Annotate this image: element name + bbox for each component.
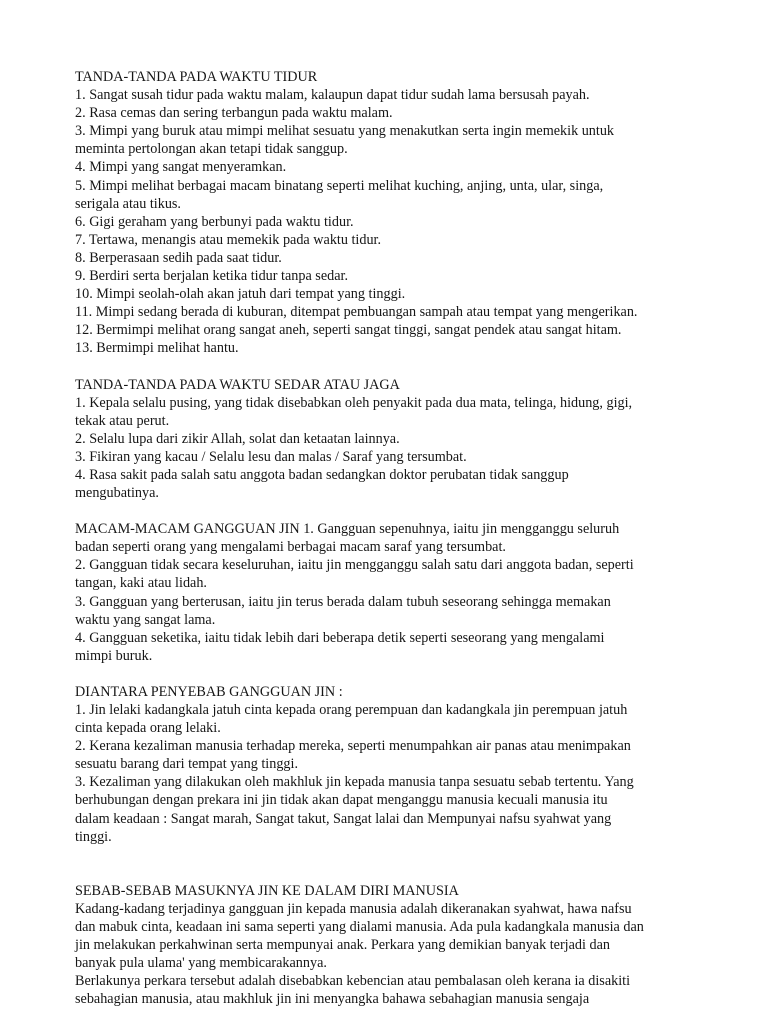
text-line: 6. Gigi geraham yang berbunyi pada waktu tidur.: [75, 213, 354, 230]
text-line: 2. Gangguan tidak secara keseluruhan, iaitu jin mengganggu salah satu dari anggota badan, seperti: [75, 557, 634, 574]
text-line: 1. Jin lelaki kadangkala jatuh cinta kepada orang perempuan dan kadangkala jin perempuan jatuh: [75, 702, 628, 718]
text-line: waktu yang sangat lama.: [75, 611, 216, 628]
section-heading: DIANTARA PENYEBAB GANGGUAN JIN :: [75, 683, 343, 700]
document-body: [75, 68, 715, 1008]
text-line: 2. Rasa cemas dan sering terbangun pada waktu malam.: [75, 105, 393, 122]
text-line: 10. Mimpi seolah-olah akan jatuh dari tempat yang tinggi.: [75, 286, 406, 303]
section-spacer: [75, 665, 715, 683]
text-line: cinta kepada orang lelaki.: [75, 720, 221, 737]
text-line: 5. Mimpi melihat berbagai macam binatang seperti melihat kuching, anjing, unta, ular, singa,: [75, 177, 604, 194]
text-line: badan seperti orang yang mengalami berbagai macam saraf yang tersumbat.: [75, 539, 506, 556]
text-line: jin melakukan perkahwinan serta mempunyai anak. Perkara yang demikian banyak terjadi dan: [75, 937, 610, 954]
text-line: tekak atau perut.: [75, 412, 170, 429]
text-line: 7. Tertawa, menangis atau memekik pada waktu tidur.: [75, 231, 382, 248]
text-line: 3. Kezaliman yang dilakukan oleh makhluk jin kepada manusia tanpa sesuatu sebab tertentu. Yang: [75, 774, 634, 791]
text-line: banyak pula ulama' yang membicarakannya.: [75, 955, 327, 972]
text-line: 9. Berdiri serta berjalan ketika tidur tanpa sedar.: [75, 268, 349, 285]
text-line: 3. Gangguan yang berterusan, iaitu jin terus berada dalam tubuh seseorang sehingga memakan: [75, 593, 611, 610]
text-line: dan mabuk cinta, keadaan ini sama seperti yang dialami manusia. Ada pula kadangkala manusia dan: [75, 918, 644, 935]
text-line: sesuatu barang dari tempat yang tinggi.: [75, 756, 298, 773]
text-line: 2. Kerana kezaliman manusia terhadap mereka, seperti menumpahkan air panas atau menimpakan: [75, 738, 631, 755]
text-line: meminta pertolongan akan tetapi tidak sanggup.: [75, 141, 348, 158]
section-macam-gangguan: [75, 520, 715, 665]
text-line: 12. Bermimpi melihat orang sangat aneh, seperti sangat tinggi, sangat pendek atau sangat hitam.: [75, 322, 622, 339]
section-spacer: [75, 358, 715, 376]
section-heading: TANDA-TANDA PADA WAKTU TIDUR: [75, 69, 318, 85]
section-tanda-waktu-sedar: [75, 376, 715, 503]
text-line: 11. Mimpi sedang berada di kuburan, ditempat pembuangan sampah atau tempat yang mengerikan.: [75, 304, 638, 321]
text-line: dalam keadaan : Sangat marah, Sangat takut, Sangat lalai dan Mempunyai nafsu syahwat yang: [75, 810, 612, 827]
text-line: sebahagian manusia, atau makhluk jin ini menyangka bahawa sebahagian manusia sengaja: [75, 991, 590, 1008]
section-heading: TANDA-TANDA PADA WAKTU SEDAR ATAU JAGA: [75, 376, 400, 393]
text-line: 4. Mimpi yang sangat menyeramkan.: [75, 159, 287, 176]
text-line: Kadang-kadang terjadinya gangguan jin kepada manusia adalah dikeranakan syahwat, hawa nafsu: [75, 900, 632, 917]
text-line: 1. Kepala selalu pusing, yang tidak disebabkan oleh penyakit pada dua mata, telinga, hidung, gigi,: [75, 394, 633, 411]
text-line: 3. Mimpi yang buruk atau mimpi melihat sesuatu yang menakutkan serta ingin memekik untuk: [75, 123, 615, 140]
section-spacer: [75, 846, 715, 882]
text-line: 4. Rasa sakit pada salah satu anggota badan sedangkan doktor perubatan tidak sanggup: [75, 466, 569, 483]
text-line: 8. Berperasaan sedih pada saat tidur.: [75, 249, 282, 266]
text-line: berhubungan dengan prekara ini jin tidak akan dapat menganggu manusia kecuali manusia itu: [75, 792, 608, 809]
text-line: 2. Selalu lupa dari zikir Allah, solat dan ketaatan lainnya.: [75, 430, 400, 447]
text-line: tangan, kaki atau lidah.: [75, 575, 207, 592]
text-line: Berlakunya perkara tersebut adalah disebabkan kebencian atau pembalasan oleh kerana ia disakiti: [75, 973, 631, 990]
section-heading: SEBAB-SEBAB MASUKNYA JIN KE DALAM DIRI MANUSIA: [75, 882, 459, 899]
text-line: 13. Bermimpi melihat hantu.: [75, 340, 239, 357]
text-line: mimpi buruk.: [75, 647, 153, 664]
section-tanda-waktu-tidur: [75, 68, 715, 358]
section-penyebab-gangguan: [75, 683, 715, 846]
section-heading: MACAM-MACAM GANGGUAN JIN 1. Gangguan sepenuhnya, iaitu jin mengganggu seluruh: [75, 521, 620, 538]
text-line: mengubatinya.: [75, 485, 159, 502]
text-line: 3. Fikiran yang kacau / Selalu lesu dan malas / Saraf yang tersumbat.: [75, 448, 467, 465]
text-line: 1. Sangat susah tidur pada waktu malam, kalaupun dapat tidur sudah lama bersusah payah.: [75, 87, 590, 104]
text-line: serigala atau tikus.: [75, 195, 181, 212]
section-spacer: [75, 502, 715, 520]
text-line: 4. Gangguan seketika, iaitu tidak lebih dari beberapa detik seperti seseorang yang mengalami: [75, 629, 605, 646]
text-line: tinggi.: [75, 828, 112, 845]
section-sebab-masuk-jin: [75, 882, 715, 1009]
